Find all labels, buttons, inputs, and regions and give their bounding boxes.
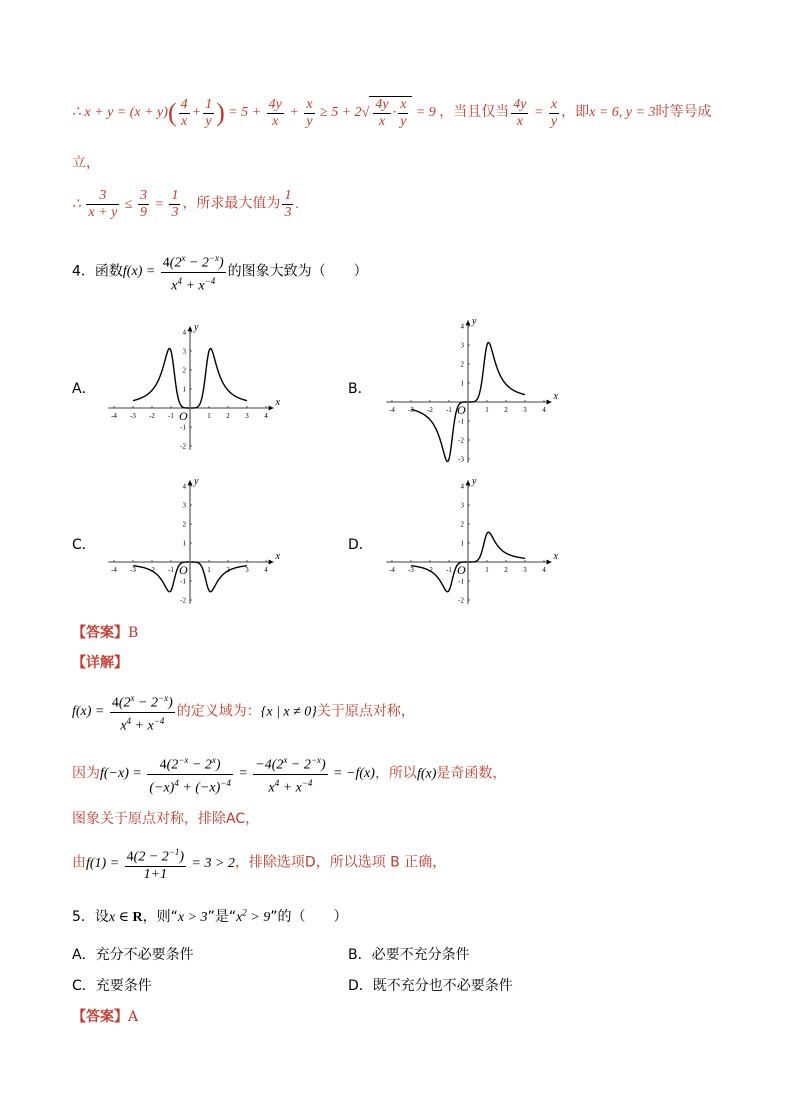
y-tick-label: 3 [460, 341, 464, 350]
odd-proof: f(−x) = $\frac{4(2^{-x} - 2^x)}{(-x)^4 + (-x)^{-4}}$ = $\frac{-4(2^x - 2^{-x})}{x^4 + x^{-4}}$ = −f(x) [100, 766, 375, 781]
x-tick-label: -3 [130, 566, 136, 574]
y-tick-label: -1 [458, 577, 464, 586]
x-axis-label: x [553, 391, 558, 402]
y-tick-label: -1 [180, 577, 186, 586]
y-tick-label: 3 [460, 501, 464, 510]
y-tick-label: 3 [182, 501, 186, 510]
y-tick-label: -2 [458, 436, 464, 445]
x-arrow [269, 560, 274, 565]
x-tick-label: -4 [389, 566, 395, 574]
option-b-label[interactable]: B． [348, 381, 372, 397]
cond-text: ，当且仅当 [439, 104, 510, 121]
y-tick-label: 1 [460, 379, 464, 388]
q5-option-a[interactable]: A．充分不必要条件 [72, 947, 194, 963]
domain-tail: 关于原点对称， [316, 703, 415, 720]
question-5: 5．设x ∈ R，则“x > 3”是“$x^2 > 9$”的（ ） [72, 907, 348, 925]
y-axis-label: y [194, 322, 199, 334]
y-arrow [188, 326, 193, 331]
x-tick-label: -1 [168, 412, 174, 420]
q4-text: 的图象大致为（ ） [227, 263, 368, 280]
x-tick-label: 1 [207, 412, 211, 420]
odd-tail: 是奇函数， [436, 765, 507, 782]
option-c-label[interactable]: C． [72, 537, 96, 553]
graph-c[interactable] [100, 476, 280, 610]
y-tick-label: 1 [460, 539, 464, 548]
graph-a[interactable] [100, 316, 280, 456]
x-tick-label: 3 [523, 566, 527, 574]
origin-label: O [179, 409, 188, 423]
q4-number: 4．函数 [72, 263, 123, 280]
y-arrow [466, 480, 471, 485]
solution-line-2: 立， [72, 155, 100, 171]
y-tick-label: -1 [458, 417, 464, 426]
y-tick-label: 4 [460, 322, 464, 331]
max-inequality: ∴ $\frac{3}{x + y}$ ≤ $\frac{3}{9}$ = $\frac{1}{3}$ [72, 188, 179, 220]
cond-math: $\frac{4y}{x}$ = $\frac{x}{y}$ [513, 96, 558, 129]
odd-text: ，所以 [374, 765, 417, 782]
x-axis-label: x [553, 551, 558, 562]
option-a-label[interactable]: A． [72, 381, 96, 397]
x-tick-label: -4 [111, 566, 117, 574]
by-tail: ，排除选项D，所以选项 B 正确， [234, 854, 447, 871]
x-tick-label: 3 [245, 412, 249, 420]
y-tick-label: 1 [182, 539, 186, 548]
x-axis-label: x [275, 551, 280, 562]
x-tick-label: 4 [264, 412, 268, 420]
y-tick-label: -2 [180, 596, 186, 605]
y-tick-label: -1 [180, 423, 186, 432]
cond-text-2: ，即 [561, 104, 590, 121]
x-axis-label: x [275, 397, 280, 408]
graph-d[interactable] [378, 476, 558, 610]
x-tick-label: -2 [149, 412, 155, 420]
x-tick-label: 2 [504, 566, 508, 574]
x-tick-label: 2 [504, 406, 508, 414]
x-tick-label: -1 [446, 566, 452, 574]
q5-option-b[interactable]: B．必要不充分条件 [348, 947, 470, 963]
y-tick-label: 2 [182, 366, 186, 375]
q5-option-c[interactable]: C．充要条件 [72, 978, 152, 994]
x-tick-label: -3 [130, 412, 136, 420]
x-arrow [547, 400, 552, 405]
detail-line-1 [72, 690, 415, 734]
solution-line-1 [72, 96, 711, 130]
x-tick-label: -1 [168, 566, 174, 574]
x-tick-label: 4 [542, 566, 546, 574]
y-axis-label: y [472, 476, 477, 488]
x-tick-label: -3 [408, 566, 414, 574]
y-arrow [188, 480, 193, 485]
answer-5-value: A [128, 1009, 139, 1025]
origin-label: O [457, 563, 466, 577]
cond-text-3: 时等号成 [655, 104, 712, 121]
curve [191, 348, 247, 408]
q4-function: f(x) = $\frac{4(2^x - 2^{-x})}{x^4 + x^{-4}}$ [123, 264, 228, 279]
x-tick-label: 1 [485, 566, 489, 574]
y-tick-label: -3 [458, 455, 464, 464]
max-text: ，所求最大值为 [182, 195, 281, 212]
domain-text: 的定义域为： [176, 703, 261, 720]
answer-label: 【答案】 [72, 625, 128, 641]
x-tick-label: -2 [427, 566, 433, 574]
detail-line-3: 图象关于原点对称，排除AC， [72, 811, 260, 827]
curve [191, 562, 247, 592]
y-tick-label: 4 [182, 482, 186, 491]
graph-b[interactable] [378, 312, 558, 464]
curve [469, 342, 525, 402]
y-tick-label: 1 [182, 385, 186, 394]
curve [469, 532, 525, 562]
x-arrow [547, 560, 552, 565]
y-axis-label: y [194, 476, 199, 488]
f1-value: f(1) = $\frac{4(2 - 2^{-1})}{1+1}$ = 3 > 2 [86, 856, 235, 871]
question-4 [72, 250, 368, 294]
y-tick-label: 4 [182, 328, 186, 337]
detail-label: 【详解】 [72, 655, 128, 671]
x-tick-label: -4 [111, 412, 117, 420]
math-inequality: ∴ x + y = (x + y)( $\frac{4}{x}$ + $\frac{1}{y}$ ) = 5 + $\frac{4y}{x}$ + $\frac{x}{y}$ ≥ 5 + 2√ $\frac{4y}{x}$ · $\frac{x}{y}$ = 9 [72, 96, 440, 129]
max-value: $\frac{1}{3}$ . [284, 188, 299, 220]
x-tick-label: -4 [389, 406, 395, 414]
x-tick-label: 1 [485, 406, 489, 414]
detail-line-2: 因为f(−x) = $\frac{4(2^{-x} - 2^x)}{(-x)^4 + (-x)^{-4}}$ = $\frac{-4(2^x - 2^{-x})}{x^4 + x^{-4}}$ = −f(x)，所以f(x)是奇函数， [72, 752, 506, 796]
answer-5: 【答案】A [72, 1009, 139, 1025]
x-tick-label: 3 [245, 566, 249, 574]
curve [133, 348, 189, 408]
x-tick-label: 4 [542, 406, 546, 414]
x-tick-label: 4 [264, 566, 268, 574]
because-text: 因为 [72, 765, 100, 782]
domain-set: {x | x ≠ 0} [260, 704, 317, 720]
y-axis-label: y [472, 316, 477, 328]
y-arrow [466, 320, 471, 325]
option-d-label[interactable]: D． [348, 537, 373, 553]
y-tick-label: -2 [180, 442, 186, 451]
by-text: 由 [72, 854, 86, 871]
x-tick-label: 2 [226, 412, 230, 420]
y-tick-label: 4 [460, 482, 464, 491]
x-tick-label: 2 [226, 566, 230, 574]
q5-option-d[interactable]: D．既不充分也不必要条件 [348, 978, 513, 994]
detail-function: f(x) = $\frac{4(2^x - 2^{-x})}{x^4 + x^{-4}}$ [72, 704, 177, 719]
y-tick-label: 2 [460, 520, 464, 529]
y-tick-label: 3 [182, 347, 186, 356]
y-tick-label: 2 [460, 360, 464, 369]
x-tick-label: -2 [149, 566, 155, 574]
x-tick-label: -3 [408, 406, 414, 414]
detail-line-4 [72, 844, 446, 883]
origin-label: O [179, 563, 188, 577]
x-tick-label: -1 [446, 406, 452, 414]
x-tick-label: 1 [207, 566, 211, 574]
answer-4 [72, 622, 138, 642]
origin-label: O [457, 403, 466, 417]
cond-values: x = 6, y = 3 [589, 105, 656, 121]
x-tick-label: -2 [427, 406, 433, 414]
answer-value: B [128, 625, 139, 641]
y-tick-label: 2 [182, 520, 186, 529]
y-tick-label: -2 [458, 596, 464, 605]
x-tick-label: 3 [523, 406, 527, 414]
solution-line-3 [72, 188, 299, 221]
x-arrow [269, 406, 274, 411]
